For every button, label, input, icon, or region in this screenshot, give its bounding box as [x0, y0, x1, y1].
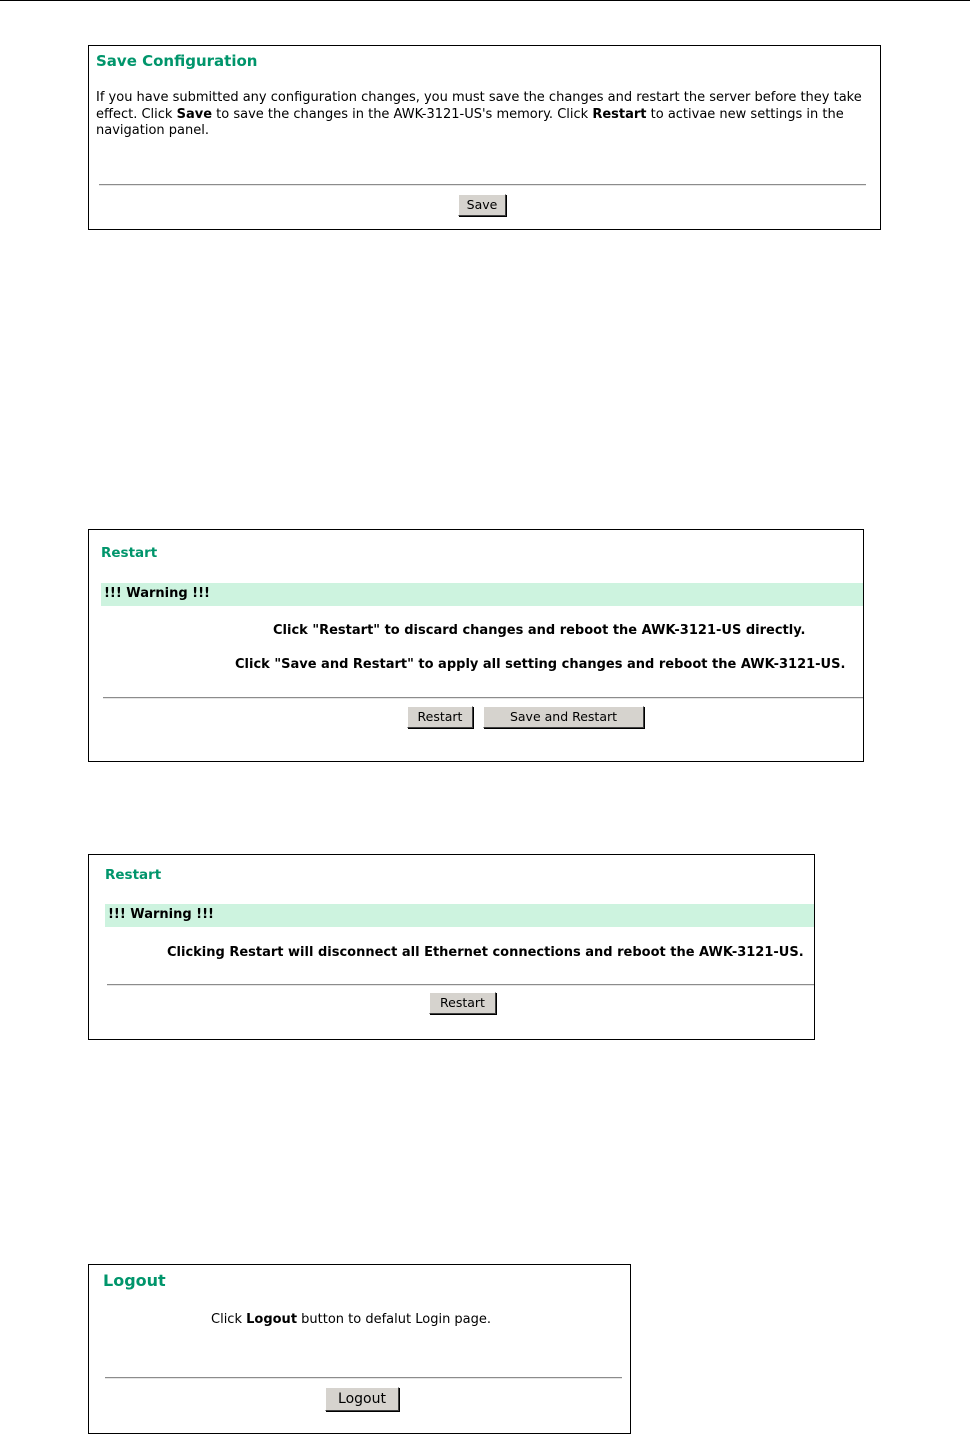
save-and-restart-button[interactable]: Save and Restart: [483, 706, 644, 728]
description-part-1: If you have submitted any configuration changes, you must save the changes and restart the server before they take effect. Click: [96, 90, 862, 122]
save-keyword: Save: [176, 106, 213, 122]
divider: [99, 184, 866, 186]
restart-panel: [88, 854, 815, 1040]
logout-instruction: [211, 1312, 491, 1327]
description-part-2: to save the changes in the AWK-3121-US's memory. Click: [212, 106, 593, 122]
save-configuration-description: [96, 90, 874, 140]
save-configuration-panel: [88, 45, 881, 230]
restart-instruction: Click "Restart" to discard changes and reboot the AWK-3121-US directly.: [273, 623, 806, 638]
divider: [105, 1377, 622, 1379]
divider: [103, 697, 863, 699]
warning-banner: !!! Warning !!!: [101, 583, 863, 606]
logout-keyword: Logout: [246, 1312, 298, 1327]
restart-title: Restart: [101, 545, 158, 561]
logout-panel: [88, 1264, 631, 1434]
divider: [107, 984, 814, 986]
restart-keyword: Restart: [592, 106, 647, 122]
warning-banner: !!! Warning !!!: [105, 904, 814, 927]
logout-instruction-part-1: Click: [211, 1312, 247, 1327]
logout-instruction-part-2: button to defalut Login page.: [297, 1312, 492, 1327]
save-and-restart-instruction: Click "Save and Restart" to apply all setting changes and reboot the AWK-3121-US.: [235, 657, 846, 672]
description-part-3: to activae new settings in the navigation panel.: [96, 106, 844, 138]
restart-button[interactable]: Restart: [429, 992, 496, 1014]
logout-button[interactable]: Logout: [325, 1387, 399, 1411]
restart-button[interactable]: Restart: [407, 706, 473, 728]
restart-panel-with-save: [88, 529, 864, 762]
logout-title: Logout: [103, 1271, 166, 1290]
restart-warning-message: Clicking Restart will disconnect all Ethernet connections and reboot the AWK-3121-US.: [167, 945, 804, 960]
save-configuration-title: Save Configuration: [96, 52, 258, 70]
save-button[interactable]: Save: [458, 194, 506, 216]
restart-title: Restart: [105, 867, 162, 883]
page-top-border: [0, 0, 970, 1]
